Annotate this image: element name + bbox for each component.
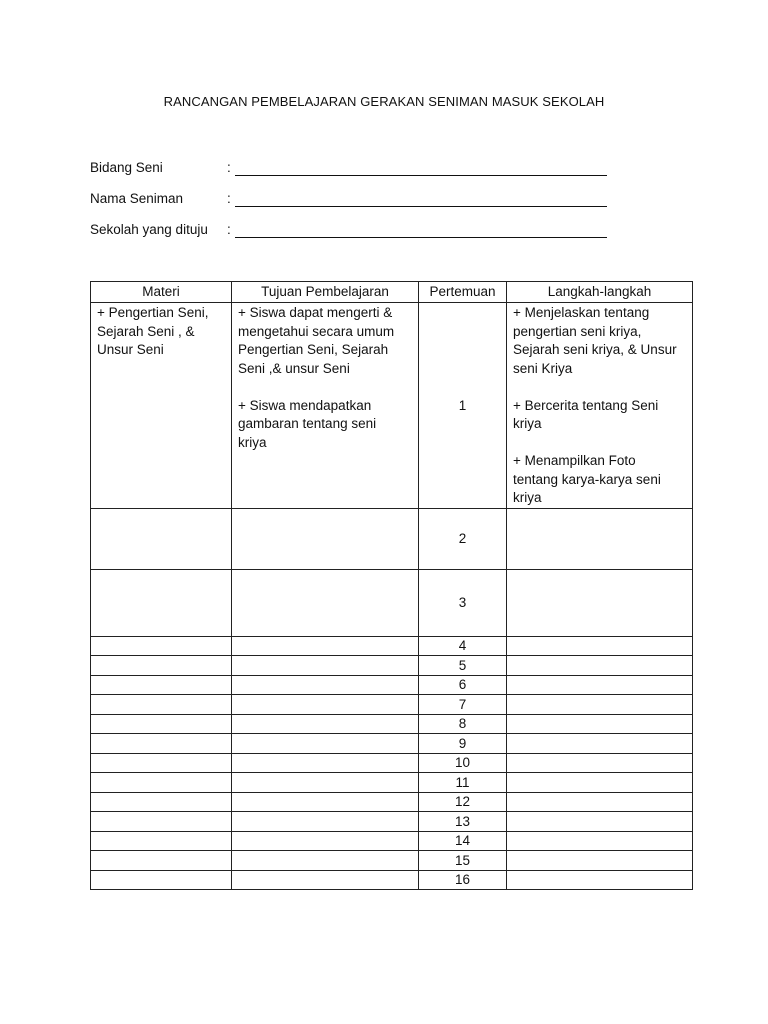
cell-pertemuan: 8 xyxy=(419,714,507,734)
table-row xyxy=(91,773,693,793)
cell-materi[interactable] xyxy=(91,734,232,754)
cell-langkah[interactable] xyxy=(507,753,693,773)
cell-text: + Siswa dapat mengerti & mengetahui secara umum Pengertian Seni, Sejarah Seni ,& unsur Seni + Siswa mendapatkan gambaran tentang seni kriya xyxy=(238,305,395,450)
cell-materi[interactable] xyxy=(91,812,232,832)
table-row xyxy=(91,851,693,871)
fill-in-line[interactable] xyxy=(235,175,607,176)
cell-pertemuan: 10 xyxy=(419,753,507,773)
cell-tujuan[interactable] xyxy=(232,753,419,773)
cell-tujuan[interactable] xyxy=(232,695,419,715)
cell-langkah[interactable] xyxy=(507,675,693,695)
cell-materi[interactable] xyxy=(91,831,232,851)
field-bidang-seni xyxy=(90,160,650,178)
cell-langkah[interactable] xyxy=(507,792,693,812)
cell-langkah[interactable] xyxy=(507,636,693,656)
cell-tujuan[interactable] xyxy=(232,303,419,509)
cell-materi[interactable] xyxy=(91,303,232,509)
cell-langkah[interactable] xyxy=(507,303,693,509)
cell-pertemuan: 9 xyxy=(419,734,507,754)
table-row xyxy=(91,831,693,851)
cell-pertemuan: 1 xyxy=(419,303,507,509)
table-row xyxy=(91,812,693,832)
cell-tujuan[interactable] xyxy=(232,508,419,569)
cell-materi[interactable] xyxy=(91,656,232,676)
table-row xyxy=(91,870,693,890)
cell-materi[interactable] xyxy=(91,870,232,890)
table-row xyxy=(91,792,693,812)
cell-pertemuan: 2 xyxy=(419,508,507,569)
cell-materi[interactable] xyxy=(91,695,232,715)
cell-langkah[interactable] xyxy=(507,695,693,715)
table-row xyxy=(91,508,693,569)
table-row xyxy=(91,675,693,695)
field-label: Nama Seniman xyxy=(90,191,184,206)
cell-materi[interactable] xyxy=(91,569,232,636)
cell-langkah[interactable] xyxy=(507,773,693,793)
cell-tujuan[interactable] xyxy=(232,812,419,832)
cell-materi[interactable] xyxy=(91,851,232,871)
field-nama-seniman xyxy=(90,191,650,209)
table-row xyxy=(91,714,693,734)
fill-in-line[interactable] xyxy=(235,206,607,207)
field-colon: : xyxy=(227,160,231,175)
cell-tujuan[interactable] xyxy=(232,656,419,676)
cell-pertemuan: 3 xyxy=(419,569,507,636)
cell-materi[interactable] xyxy=(91,773,232,793)
cell-materi[interactable] xyxy=(91,508,232,569)
cell-pertemuan: 14 xyxy=(419,831,507,851)
header-tujuan-pembelajaran: Tujuan Pembelajaran xyxy=(232,282,419,303)
cell-langkah[interactable] xyxy=(507,831,693,851)
cell-tujuan[interactable] xyxy=(232,569,419,636)
cell-pertemuan: 6 xyxy=(419,675,507,695)
cell-langkah[interactable] xyxy=(507,851,693,871)
cell-materi[interactable] xyxy=(91,792,232,812)
cell-materi[interactable] xyxy=(91,753,232,773)
table-row xyxy=(91,695,693,715)
header-pertemuan: Pertemuan xyxy=(419,282,507,303)
cell-langkah[interactable] xyxy=(507,656,693,676)
table-row xyxy=(91,569,693,636)
field-colon: : xyxy=(227,191,231,206)
cell-langkah[interactable] xyxy=(507,870,693,890)
cell-langkah[interactable] xyxy=(507,714,693,734)
table-row xyxy=(91,753,693,773)
cell-tujuan[interactable] xyxy=(232,773,419,793)
cell-pertemuan: 16 xyxy=(419,870,507,890)
field-sekolah-yang-dituju xyxy=(90,222,650,240)
fill-in-line[interactable] xyxy=(235,237,607,238)
table-row xyxy=(91,656,693,676)
lesson-plan-table xyxy=(90,281,693,890)
cell-pertemuan: 15 xyxy=(419,851,507,871)
cell-materi[interactable] xyxy=(91,675,232,695)
cell-tujuan[interactable] xyxy=(232,675,419,695)
cell-pertemuan: 5 xyxy=(419,656,507,676)
table-row xyxy=(91,303,693,509)
cell-tujuan[interactable] xyxy=(232,870,419,890)
document-title: RANCANGAN PEMBELAJARAN GERAKAN SENIMAN MASUK SEKOLAH xyxy=(163,94,605,109)
header-langkah-langkah: Langkah-langkah xyxy=(507,282,693,303)
cell-pertemuan: 13 xyxy=(419,812,507,832)
table-header-row xyxy=(91,282,693,303)
cell-tujuan[interactable] xyxy=(232,636,419,656)
cell-langkah[interactable] xyxy=(507,812,693,832)
cell-tujuan[interactable] xyxy=(232,851,419,871)
header-materi: Materi xyxy=(91,282,232,303)
cell-pertemuan: 12 xyxy=(419,792,507,812)
field-colon: : xyxy=(227,222,231,237)
cell-pertemuan: 4 xyxy=(419,636,507,656)
table-row xyxy=(91,734,693,754)
field-label: Sekolah yang dituju xyxy=(90,222,208,237)
cell-pertemuan: 7 xyxy=(419,695,507,715)
cell-text: + Menjelaskan tentang pengertian seni kriya, Sejarah seni kriya, & Unsur seni Kriya + Bercerita tentang Seni kriya + Menampilkan Foto tentang karya-karya seni kriya xyxy=(513,305,677,505)
cell-text: + Pengertian Seni, Sejarah Seni , & Unsur Seni xyxy=(97,305,209,357)
cell-tujuan[interactable] xyxy=(232,831,419,851)
cell-tujuan[interactable] xyxy=(232,734,419,754)
cell-langkah[interactable] xyxy=(507,569,693,636)
table-row xyxy=(91,636,693,656)
cell-langkah[interactable] xyxy=(507,734,693,754)
cell-langkah[interactable] xyxy=(507,508,693,569)
cell-materi[interactable] xyxy=(91,636,232,656)
cell-tujuan[interactable] xyxy=(232,792,419,812)
cell-tujuan[interactable] xyxy=(232,714,419,734)
cell-materi[interactable] xyxy=(91,714,232,734)
cell-pertemuan: 11 xyxy=(419,773,507,793)
field-label: Bidang Seni xyxy=(90,160,163,175)
